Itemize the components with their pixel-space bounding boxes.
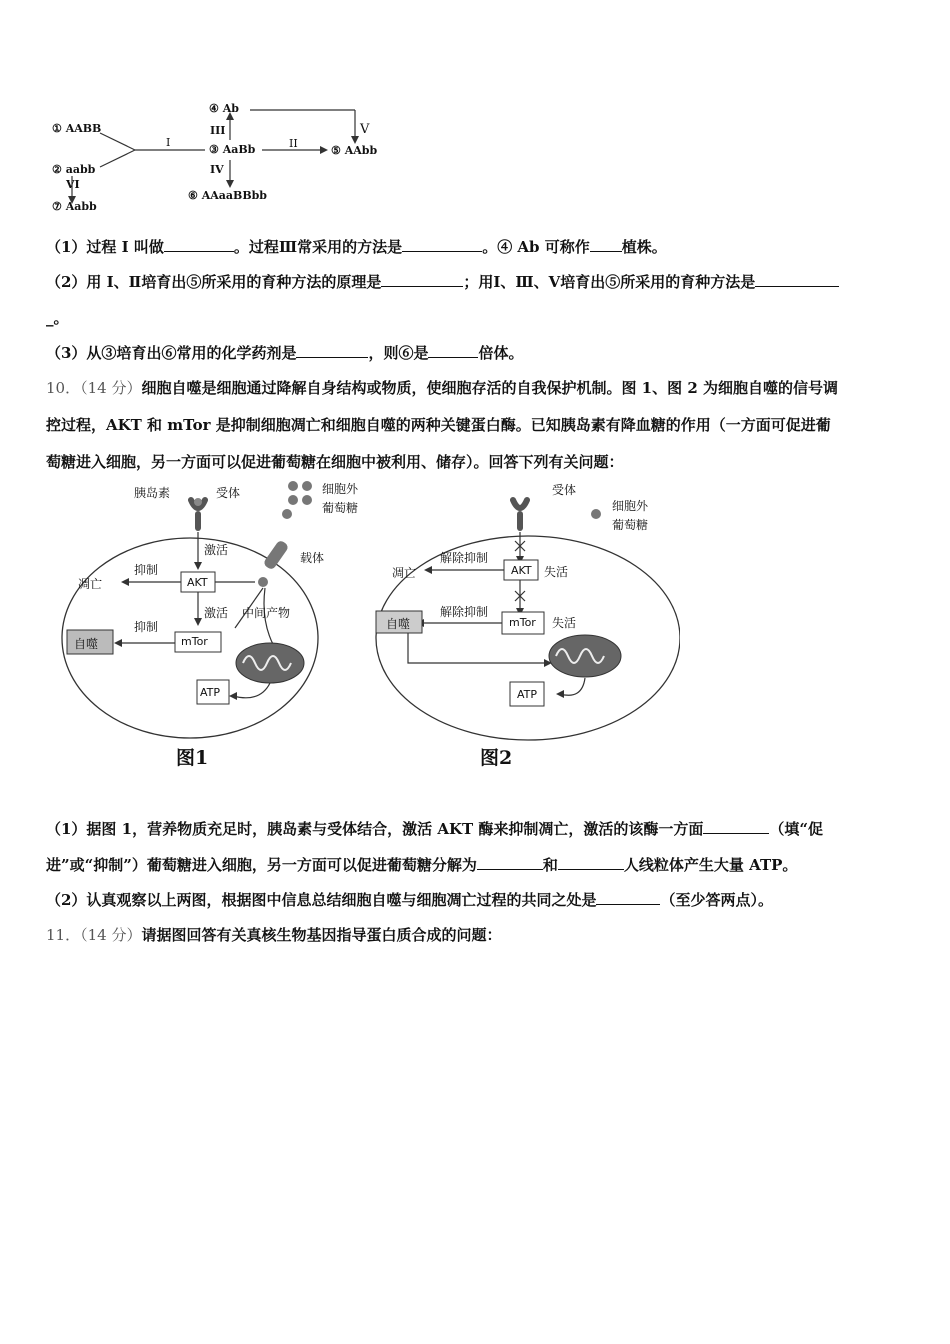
- answer-blank[interactable]: [402, 237, 482, 252]
- genotype-1: ① AABB: [52, 122, 102, 135]
- genotype-4: ④ Ab: [209, 102, 239, 115]
- answer-blank[interactable]: [596, 890, 660, 905]
- genotype-5: ⑤ AAbb: [331, 144, 378, 157]
- fig2-mtor-box: mTor: [509, 616, 536, 629]
- fig1-inhibit-label-2: 抑制: [134, 620, 159, 634]
- answer-blank[interactable]: [590, 237, 622, 252]
- fig1-apoptosis-label: 凋亡: [78, 577, 103, 591]
- process-1: I: [166, 136, 171, 149]
- q9-part3: （3）从③培育出⑥常用的化学药剂是 ，则⑥是 倍体。: [46, 344, 524, 362]
- genotype-2: ② aabb: [52, 163, 96, 176]
- fig1-akt-box: AKT: [187, 576, 208, 589]
- fig1-caption: 图1: [176, 747, 209, 769]
- q10-part1-cont: 进”或“抑制”）葡萄糖进入细胞，另一方面可以促进葡萄糖分解为 和 人线粒体产生大量 ATP。: [46, 856, 798, 874]
- answer-blank[interactable]: [381, 272, 463, 287]
- fig2-caption: 图2: [480, 747, 513, 769]
- answer-blank[interactable]: [296, 343, 368, 358]
- fig1-autophagy-box: 自噬: [74, 637, 99, 651]
- fig2-akt-box: AKT: [511, 564, 532, 577]
- fig1-intermediate-label: 中间产物: [242, 606, 291, 620]
- answer-blank[interactable]: [558, 855, 624, 870]
- fig2-apoptosis-label: 凋亡: [392, 566, 417, 580]
- fig2-release-label-2: 解除抑制: [440, 605, 489, 619]
- genotype-3: ③ AaBb: [209, 143, 256, 156]
- fig1-insulin-label: 胰岛素: [134, 486, 171, 500]
- answer-blank[interactable]: [477, 855, 543, 870]
- fig1-mtor-box: mTor: [181, 635, 208, 648]
- answer-blank[interactable]: [428, 343, 478, 358]
- answer-blank[interactable]: [703, 819, 769, 834]
- q10-stem-line3: 萄糖进入细胞，另一方面可以促进葡萄糖在细胞中被利用、储存）。回答下列有关问题：: [46, 453, 624, 471]
- fig1-carrier-label: 载体: [300, 551, 325, 565]
- fig2-autophagy-box: 自噬: [386, 617, 411, 631]
- process-2: II: [289, 137, 298, 150]
- q9-part2: （2）用 I、Ⅱ培育出⑤所采用的育种方法的原理是 ；用Ⅰ、Ⅲ、Ⅴ培育出⑤所采用的育种方法是: [46, 271, 839, 292]
- fig1-atp-box: ATP: [200, 686, 221, 699]
- genotype-7: ⑦ Aabb: [52, 200, 97, 213]
- answer-blank[interactable]: [164, 237, 234, 252]
- fig2-inactive-label-1: 失活: [544, 565, 569, 579]
- q9-part1: （1）过程 I 叫做 。过程Ⅲ常采用的方法是 。④ Ab 可称作 植株。: [46, 238, 667, 256]
- process-3: III: [210, 124, 226, 137]
- fig1-glucose-label-2: 葡萄糖: [322, 501, 359, 515]
- q9-part2-cont: _。: [46, 309, 69, 327]
- fig1-receptor-label: 受体: [216, 486, 241, 500]
- fig1-glucose-label-1: 细胞外: [322, 482, 359, 496]
- answer-blank[interactable]: [755, 272, 839, 287]
- fig1-activate-label: 激活: [204, 543, 229, 557]
- q10-part2: （2）认真观察以上两图，根据图中信息总结细胞自噬与细胞凋亡过程的共同之处是 （至少答两点）。: [46, 891, 773, 909]
- figure-1-drawing: [55, 478, 325, 768]
- fig2-atp-box: ATP: [517, 688, 538, 701]
- fig1-activate-label-2: 激活: [204, 606, 229, 620]
- fig2-glucose-label-1: 细胞外: [612, 499, 649, 513]
- q10-stem-line1: 10．（14 分）细胞自噬是细胞通过降解自身结构或物质，使细胞存活的自我保护机制。图 1、图 2 为细胞自噬的信号调: [46, 379, 838, 397]
- fig2-receptor-label: 受体: [552, 483, 577, 497]
- fig1-inhibit-label-1: 抑制: [134, 563, 159, 577]
- process-6: VI: [66, 178, 80, 191]
- q11-stem: 11．（14 分）请据图回答有关真核生物基因指导蛋白质合成的问题：: [46, 926, 502, 944]
- process-4: IV: [210, 163, 224, 176]
- fig2-glucose-label-2: 葡萄糖: [612, 518, 649, 532]
- fig2-inactive-label-2: 失活: [552, 616, 577, 630]
- q10-stem-line2: 控过程，AKT 和 mTor 是抑制细胞凋亡和细胞自噬的两种关键蛋白酶。已知胰岛素有降血糖的作用（一方面可促进葡: [46, 416, 831, 434]
- process-5: V: [360, 122, 370, 137]
- fig2-release-label-1: 解除抑制: [440, 551, 489, 565]
- q10-part1: （1）据图 1，营养物质充足时，胰岛素与受体结合，激活 AKT 酶来抑制凋亡，激活的该酶一方面 （填“促: [46, 820, 824, 838]
- genotype-6: ⑥ AAaaBBbb: [188, 189, 267, 202]
